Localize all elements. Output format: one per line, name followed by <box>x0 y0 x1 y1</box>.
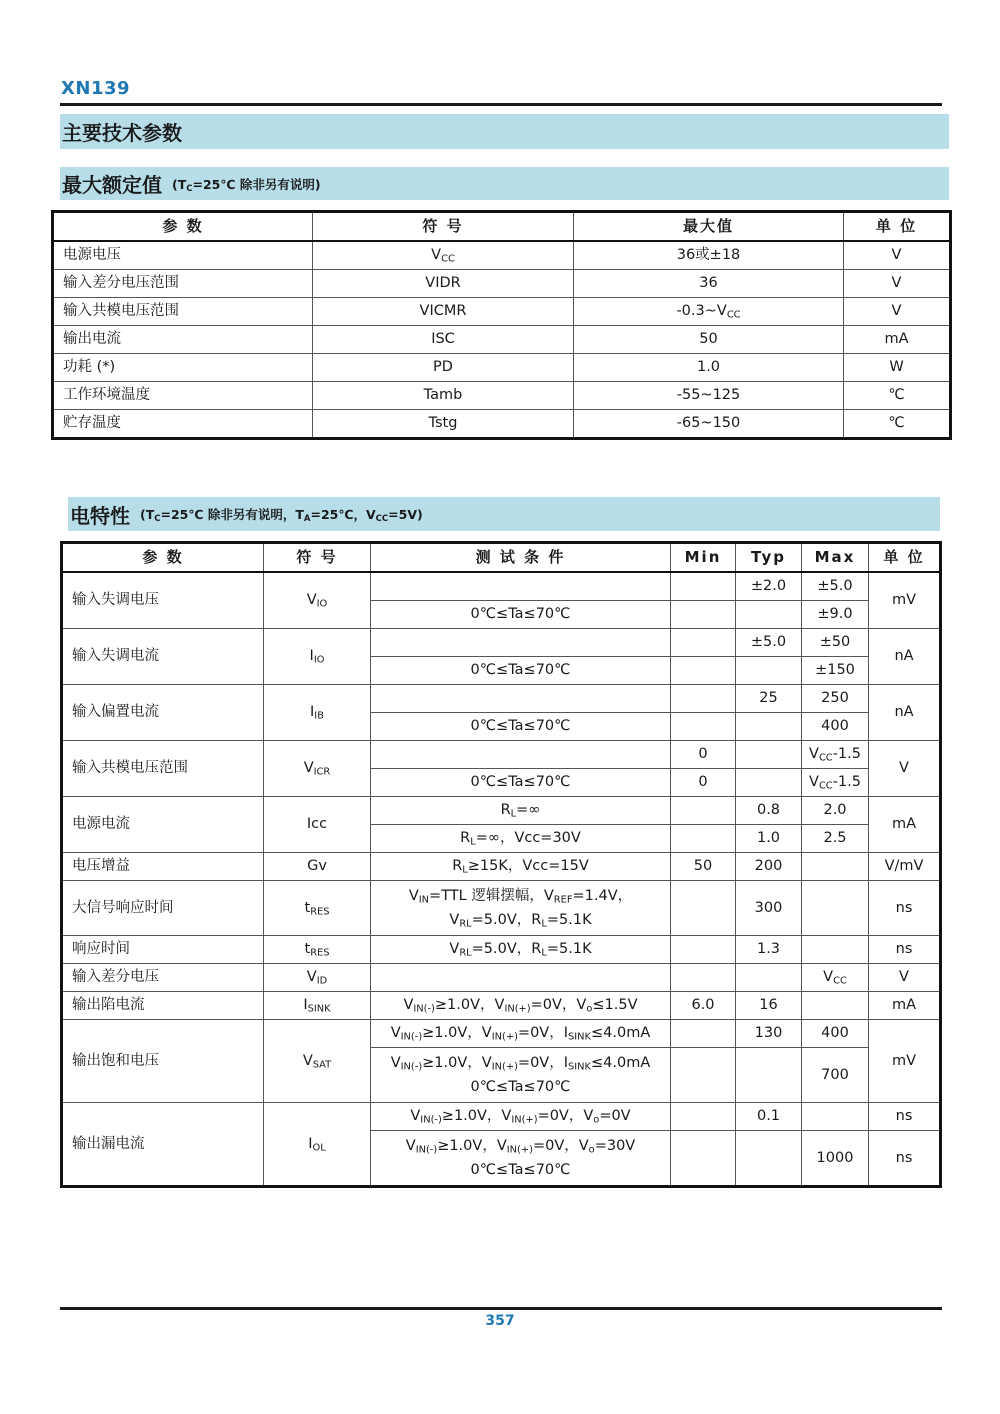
symbol-cell: ISC <box>313 326 574 354</box>
param-cell: 大信号响应时间 <box>62 881 264 936</box>
typ-cell <box>736 741 802 769</box>
condition-line: $V_{RL}=5.0V$，$R_L=5.1K$ <box>449 912 592 930</box>
table-row <box>62 1103 941 1131</box>
condition-cell <box>371 1048 671 1103</box>
min-cell <box>671 657 736 685</box>
typ-cell: 0.8 <box>736 797 802 825</box>
min-cell <box>671 964 736 992</box>
table-row <box>53 410 951 439</box>
unit-cell: V <box>844 270 951 298</box>
condition-cell: $R_L=\infty$，Vcc=30V <box>371 825 671 853</box>
unit-cell: mA <box>869 797 941 853</box>
min-cell <box>671 1131 736 1187</box>
param-cell: 输入差分电压范围 <box>53 270 313 298</box>
min-cell <box>671 572 736 601</box>
typ-cell: 130 <box>736 1020 802 1048</box>
abs-max-band <box>60 167 949 200</box>
table-row <box>53 354 951 382</box>
abs-header-max: 最大值 <box>574 212 844 242</box>
table-row <box>62 964 941 992</box>
unit-cell: ns <box>869 1103 941 1131</box>
typ-cell <box>736 657 802 685</box>
condition-line: 0℃≤Ta≤70℃ <box>470 1162 571 1178</box>
unit-cell: mV <box>869 1020 941 1103</box>
param-cell: 响应时间 <box>62 936 264 964</box>
symbol-cell: Tamb <box>313 382 574 410</box>
part-number: XN139 <box>61 78 131 99</box>
max-cell: $V_{CC}-1.5$ <box>802 741 869 769</box>
table-row <box>53 241 951 270</box>
max-cell: $V_{CC}$ <box>802 964 869 992</box>
max-cell <box>802 881 869 936</box>
elec-header-param: 参 数 <box>62 543 264 573</box>
condition-cell <box>371 572 671 601</box>
param-cell: 输出陷电流 <box>62 992 264 1020</box>
abs-max-condition: ($T_C=25℃$ 除非另有说明) <box>172 176 321 194</box>
condition-cell <box>371 964 671 992</box>
condition-line: $V_{IN(-)}\ge 1.0V$，$V_{IN(+)}=0V$，$V_o=30V$ <box>405 1138 636 1156</box>
elec-header-unit: 单 位 <box>869 543 941 573</box>
param-cell: 输入偏置电流 <box>62 685 264 741</box>
table-row <box>53 298 951 326</box>
min-cell: 50 <box>671 853 736 881</box>
elec-title: 电特性 <box>70 503 130 528</box>
max-cell: $V_{CC}-1.5$ <box>802 769 869 797</box>
table-row <box>62 741 941 769</box>
max-cell: 1000 <box>802 1131 869 1187</box>
unit-cell: ℃ <box>844 382 951 410</box>
param-cell: 输出漏电流 <box>62 1103 264 1187</box>
elec-header-row <box>62 543 941 573</box>
typ-cell <box>736 964 802 992</box>
table-row <box>62 853 941 881</box>
min-cell <box>671 797 736 825</box>
typ-cell <box>736 1131 802 1187</box>
typ-cell <box>736 601 802 629</box>
value-cell: 50 <box>574 326 844 354</box>
abs-header-row <box>53 212 951 242</box>
condition-cell: $R_L=\infty$ <box>371 797 671 825</box>
header-rule <box>60 103 942 106</box>
param-cell: 贮存温度 <box>53 410 313 439</box>
elec-header-max: Max <box>802 543 869 573</box>
unit-cell: ns <box>869 1131 941 1187</box>
symbol-cell: $t_{RES}$ <box>264 881 371 936</box>
table-row <box>53 270 951 298</box>
condition-line: $V_{IN(-)}\ge 1.0V$，$V_{IN(+)}=0V$，$I_{SINK}\le 4.0mA$ <box>390 1055 651 1073</box>
condition-cell <box>371 629 671 657</box>
symbol-cell: $t_{RES}$ <box>264 936 371 964</box>
symbol-cell: VICMR <box>313 298 574 326</box>
max-cell: 2.5 <box>802 825 869 853</box>
typ-cell: 300 <box>736 881 802 936</box>
value-cell: -65~150 <box>574 410 844 439</box>
min-cell <box>671 713 736 741</box>
unit-cell: nA <box>869 685 941 741</box>
unit-cell: mA <box>869 992 941 1020</box>
param-cell: 输入差分电压 <box>62 964 264 992</box>
symbol-cell: $V_{ICR}$ <box>264 741 371 797</box>
max-cell: 2.0 <box>802 797 869 825</box>
main-title-band <box>60 114 949 149</box>
max-cell: ±5.0 <box>802 572 869 601</box>
min-cell <box>671 881 736 936</box>
min-cell <box>671 629 736 657</box>
param-cell: 电源电压 <box>53 241 313 270</box>
elec-condition: ($T_C=25℃$ 除非另有说明，$T_A=25℃$，$V_{CC}=5V$) <box>140 507 423 525</box>
unit-cell: mV <box>869 572 941 629</box>
param-cell: 输出电流 <box>53 326 313 354</box>
max-cell <box>802 1103 869 1131</box>
param-cell: 功耗 (*) <box>53 354 313 382</box>
main-title: 主要技术参数 <box>62 121 182 145</box>
max-cell <box>802 936 869 964</box>
unit-cell: V <box>869 741 941 797</box>
typ-cell: 16 <box>736 992 802 1020</box>
table-row <box>62 797 941 825</box>
unit-cell: ℃ <box>844 410 951 439</box>
typ-cell: ±5.0 <box>736 629 802 657</box>
table-row <box>62 629 941 657</box>
value-cell: $-0.3\sim V_{CC}$ <box>574 298 844 326</box>
max-cell: ±150 <box>802 657 869 685</box>
condition-cell: 0℃≤Ta≤70℃ <box>371 601 671 629</box>
elec-header-min: Min <box>671 543 736 573</box>
param-cell: 输入失调电压 <box>62 572 264 629</box>
table-row <box>62 572 941 601</box>
abs-header-unit: 单 位 <box>844 212 951 242</box>
condition-line: 0℃≤Ta≤70℃ <box>470 1079 571 1095</box>
unit-cell: V/mV <box>869 853 941 881</box>
value-cell: 1.0 <box>574 354 844 382</box>
table-row <box>62 992 941 1020</box>
symbol-cell: $I_{OL}$ <box>264 1103 371 1187</box>
param-cell: 输入失调电流 <box>62 629 264 685</box>
unit-cell: mA <box>844 326 951 354</box>
table-row <box>53 382 951 410</box>
min-cell <box>671 1020 736 1048</box>
condition-cell <box>371 881 671 936</box>
condition-cell: $V_{IN(-)}\ge 1.0V$，$V_{IN(+)}=0V$，$I_{SINK}\le 4.0mA$ <box>371 1020 671 1048</box>
abs-max-table <box>51 210 952 440</box>
symbol-cell: Tstg <box>313 410 574 439</box>
page-number: 357 <box>485 1313 515 1329</box>
typ-cell: 1.0 <box>736 825 802 853</box>
min-cell <box>671 1048 736 1103</box>
abs-max-title: 最大额定值 <box>62 173 162 197</box>
param-cell: 输入共模电压范围 <box>62 741 264 797</box>
min-cell: 0 <box>671 741 736 769</box>
table-row <box>62 881 941 936</box>
max-cell: 250 <box>802 685 869 713</box>
unit-cell: nA <box>869 629 941 685</box>
max-cell <box>802 853 869 881</box>
min-cell: 6.0 <box>671 992 736 1020</box>
unit-cell: V <box>844 241 951 270</box>
symbol-cell: VIDR <box>313 270 574 298</box>
elec-header-symbol: 符 号 <box>264 543 371 573</box>
typ-cell <box>736 1048 802 1103</box>
symbol-cell: $V_{SAT}$ <box>264 1020 371 1103</box>
condition-cell: $V_{IN(-)}\ge 1.0V$，$V_{IN(+)}=0V$，$V_o=0V$ <box>371 1103 671 1131</box>
unit-cell: V <box>844 298 951 326</box>
symbol-cell: PD <box>313 354 574 382</box>
condition-cell <box>371 685 671 713</box>
elec-table <box>60 541 942 1188</box>
abs-header-symbol: 符 号 <box>313 212 574 242</box>
condition-cell: $V_{IN(-)}\ge 1.0V$，$V_{IN(+)}=0V$，$V_o\le 1.5V$ <box>371 992 671 1020</box>
unit-cell: ns <box>869 881 941 936</box>
symbol-cell: $I_{SINK}$ <box>264 992 371 1020</box>
max-cell: ±9.0 <box>802 601 869 629</box>
min-cell <box>671 1103 736 1131</box>
condition-cell <box>371 1131 671 1187</box>
min-cell: 0 <box>671 769 736 797</box>
min-cell <box>671 685 736 713</box>
typ-cell: ±2.0 <box>736 572 802 601</box>
param-cell: 电源电流 <box>62 797 264 853</box>
condition-cell: 0℃≤Ta≤70℃ <box>371 769 671 797</box>
max-cell <box>802 992 869 1020</box>
abs-header-param: 参 数 <box>53 212 313 242</box>
unit-cell: ns <box>869 936 941 964</box>
symbol-cell: $I_{IO}$ <box>264 629 371 685</box>
elec-header-typ: Typ <box>736 543 802 573</box>
min-cell <box>671 601 736 629</box>
value-cell: 36或±18 <box>574 241 844 270</box>
value-cell: -55~125 <box>574 382 844 410</box>
elec-header-condition: 测 试 条 件 <box>371 543 671 573</box>
condition-cell: $V_{RL}=5.0V$，$R_L=5.1K$ <box>371 936 671 964</box>
table-row <box>62 685 941 713</box>
typ-cell <box>736 713 802 741</box>
typ-cell: 25 <box>736 685 802 713</box>
symbol-cell: $I_{IB}$ <box>264 685 371 741</box>
typ-cell: 0.1 <box>736 1103 802 1131</box>
table-row <box>62 1020 941 1048</box>
max-cell: 400 <box>802 1020 869 1048</box>
typ-cell <box>736 769 802 797</box>
min-cell <box>671 825 736 853</box>
symbol-cell: $V_{CC}$ <box>313 241 574 270</box>
condition-cell: 0℃≤Ta≤70℃ <box>371 657 671 685</box>
elec-band <box>68 497 940 531</box>
condition-cell <box>371 741 671 769</box>
condition-cell: 0℃≤Ta≤70℃ <box>371 713 671 741</box>
param-cell: 电压增益 <box>62 853 264 881</box>
param-cell: 输入共模电压范围 <box>53 298 313 326</box>
max-cell: 700 <box>802 1048 869 1103</box>
value-cell: 36 <box>574 270 844 298</box>
max-cell: ±50 <box>802 629 869 657</box>
table-row <box>62 936 941 964</box>
footer-rule <box>60 1307 942 1310</box>
typ-cell: 1.3 <box>736 936 802 964</box>
symbol-cell: $V_{IO}$ <box>264 572 371 629</box>
min-cell <box>671 936 736 964</box>
param-cell: 输出饱和电压 <box>62 1020 264 1103</box>
condition-cell: $R_L\ge 15K$，Vcc=15V <box>371 853 671 881</box>
max-cell: 400 <box>802 713 869 741</box>
symbol-cell: Icc <box>264 797 371 853</box>
typ-cell: 200 <box>736 853 802 881</box>
param-cell: 工作环境温度 <box>53 382 313 410</box>
unit-cell: V <box>869 964 941 992</box>
symbol-cell: Gv <box>264 853 371 881</box>
unit-cell: W <box>844 354 951 382</box>
condition-line: $V_{IN}=TTL$ 逻辑摆幅，$V_{REF}=1.4V$， <box>408 888 633 906</box>
table-row <box>53 326 951 354</box>
symbol-cell: $V_{ID}$ <box>264 964 371 992</box>
